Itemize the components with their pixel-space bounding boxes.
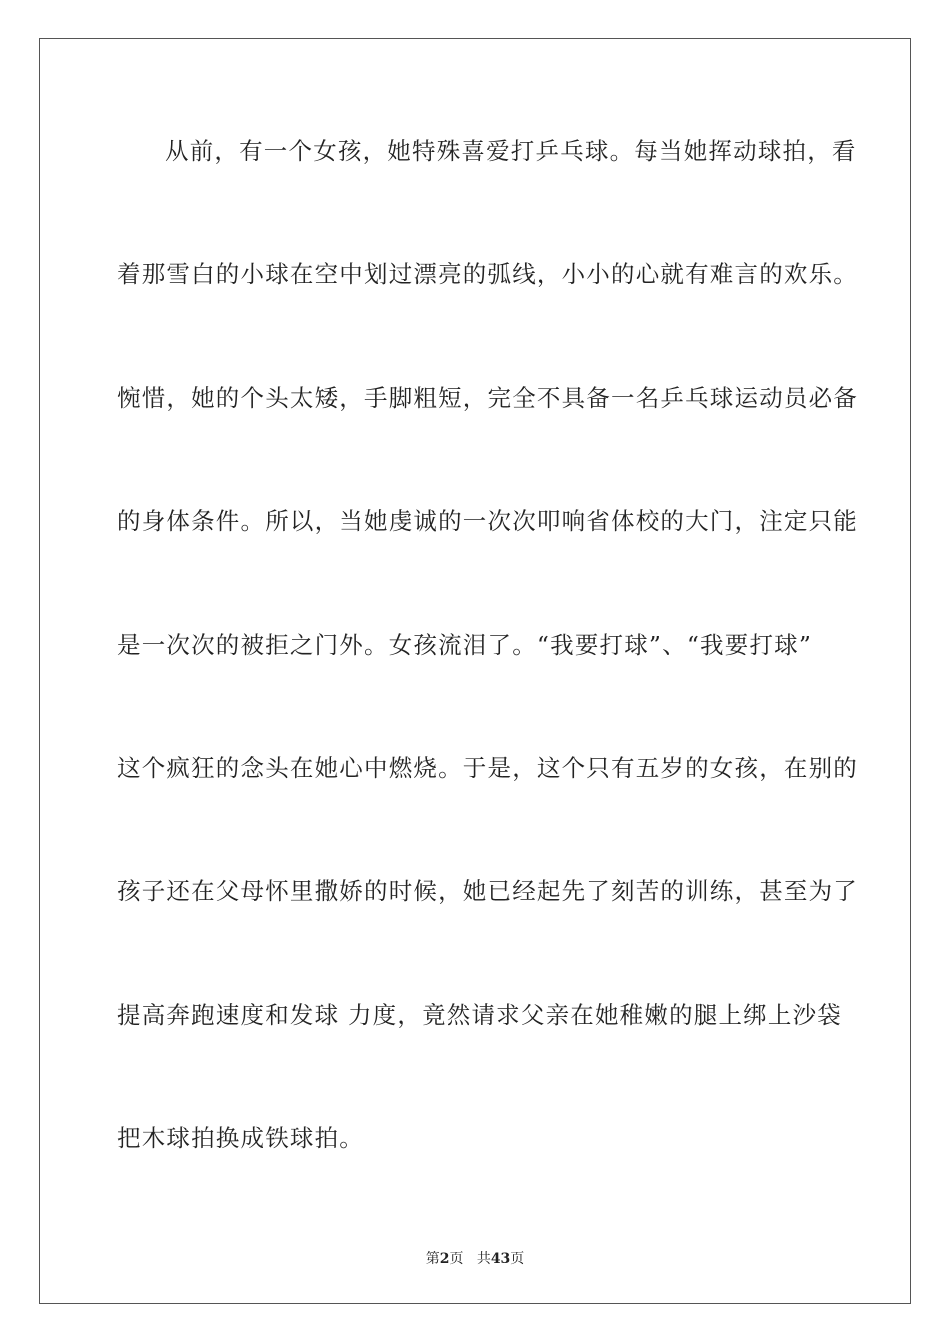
total-label-unit: 页 [510,1251,525,1267]
text-line: 孩子还在父母怀里撒娇的时候，她已经起先了刻苦的训练，甚至为了 [117,877,858,906]
page-footer [0,1248,950,1268]
text-line: 是一次次的被拒之门外。女孩流泪了。“我要打球”、“我要打球” [117,630,813,659]
page-number: 2 [439,1251,450,1267]
text-line: 从前，有一个女孩，她特殊喜爱打乒乓球。每当她挥动球拍，看 [165,137,857,165]
footer-separator [463,1251,476,1267]
page-label-unit: 页 [449,1251,464,1267]
text-line: 提高奔跑速度和发球 力度，竟然请求父亲在她稚嫩的腿上绑上沙袋 [117,1000,842,1029]
text-line: 着那雪白的小球在空中划过漂亮的弧线，小小的心就有难言的欢乐。 [117,260,858,289]
page-label-prefix: 第 [425,1251,440,1267]
text-line: 的身体条件。所以，当她虔诚的一次次叩响省体校的大门，注定只能 [117,507,858,536]
text-line: 这个疯狂的念头在她心中燃烧。于是，这个只有五岁的女孩，在别的 [117,753,858,782]
text-line: 把木球拍换成铁球拍。 [117,1124,364,1153]
body-text [117,128,858,1239]
text-line: 惋惜，她的个头太矮，手脚粗短，完全不具备一名乒乓球运动员必备 [117,383,858,412]
total-pages: 43 [490,1251,511,1267]
total-label-prefix: 共 [476,1251,491,1267]
